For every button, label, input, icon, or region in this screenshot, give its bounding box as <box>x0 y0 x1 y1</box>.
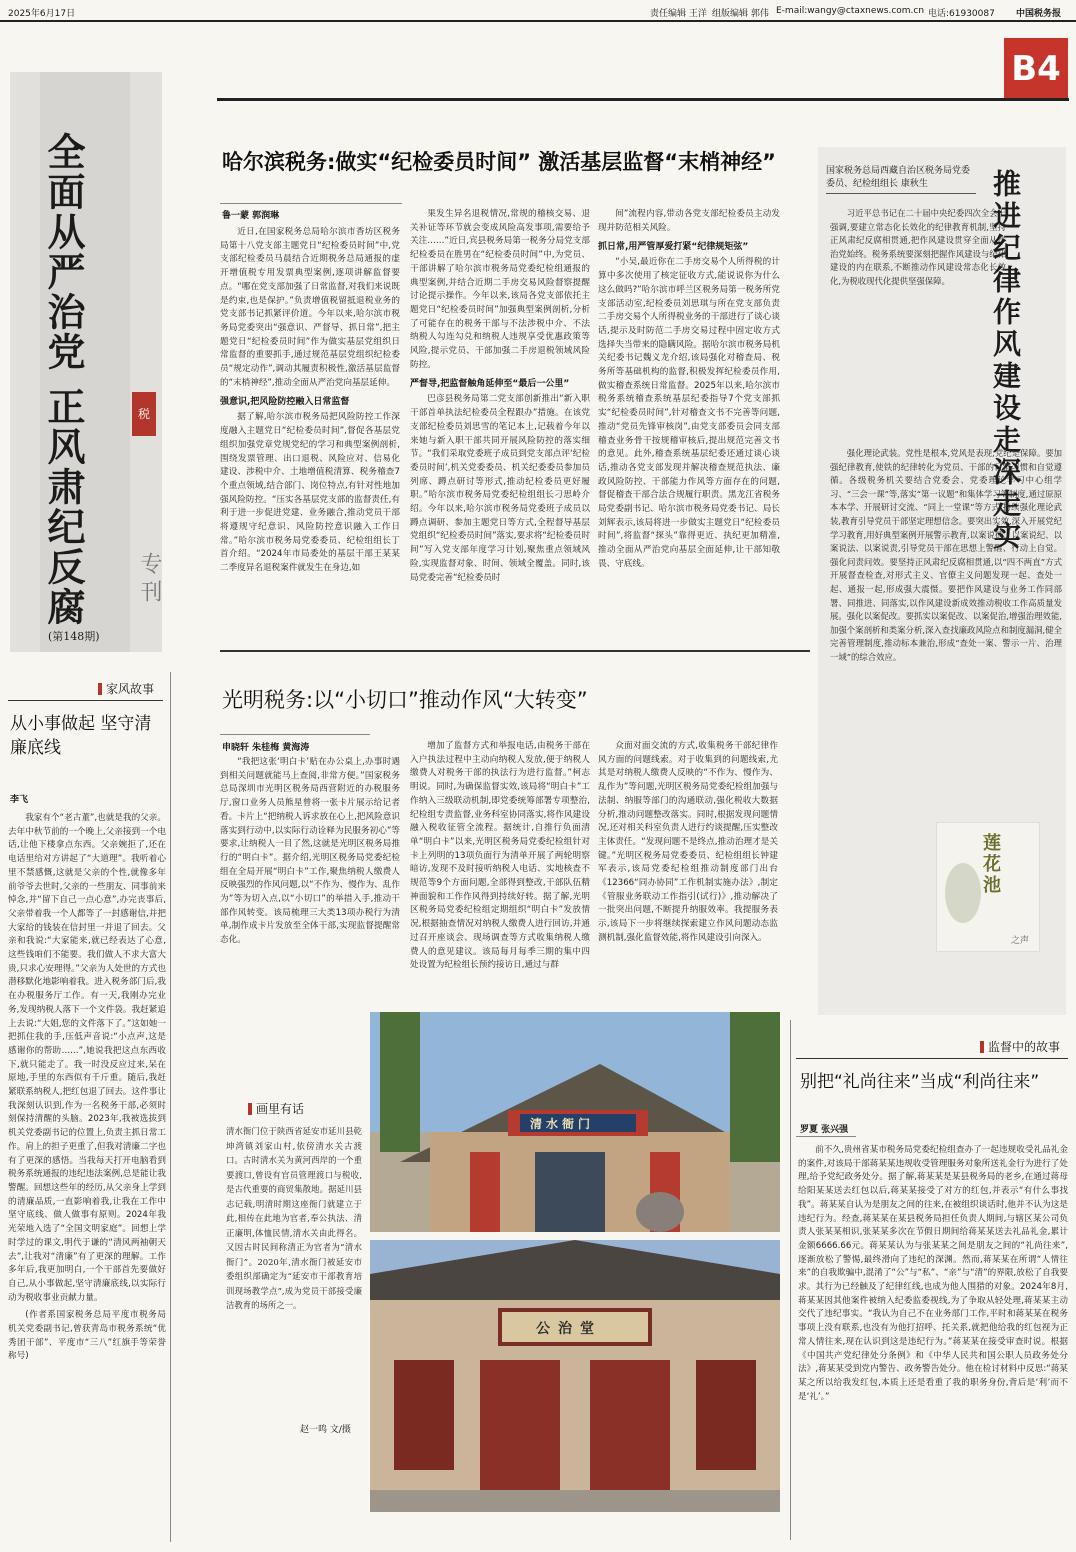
article1-column-2 <box>410 208 590 634</box>
seal-stamp: 税 <box>132 392 156 436</box>
newspaper-name: 中国税务报 <box>1016 9 1062 19</box>
article1-col1-text: 近日,在国家税务总局哈尔滨市香坊区税务局第十八党支部主题党日“纪检委员时间”中,党支部纪检委员马晨结合近期税务总局通报的虚开增值税专用发票典型案例,逐项讲解监督要点。“哪在党支部加强了日常监督,对我们来说既是约束,也是保护。”负责增值税留抵退税业务的党支部书记抓紧评价道。今年以来,哈尔滨市税务局党委突出“强意识、严督导、抓日常”,把主题党日“纪检委员时间”作为做实基层党组织日常监督的重要抓手,通过规范基层党组织纪检委员“规定动作”,调动其履责积极性,激活基层监督的“末梢神经”,推动全面从严治党向基层延伸。 <box>220 227 400 388</box>
family-section-label: 家风故事 <box>106 682 155 696</box>
watch-section-tag <box>980 1038 1060 1055</box>
family-body-text: 我家有个“老古董”,也就是我的父亲。去年中秋节前的一个晚上,父亲接到一个电话,让他下楼拿点东西。父亲婉拒了,还在电话里给对方讲起了“大道理”。我听着心里不禁感慨,这就是父亲的个性,就像多年前爷爷去世时,父亲的一些朋友、同事前来悼念,并“留下自己一点心意”,办完丧事后,父亲带着我一个人都等了一封感谢信,并把大家给的钱装在信封里一并退了回去。父亲和我说:“大家能来,就已经表达了心意,这些钱咱们不能要。我们做人不求大富大贵,只求心安理得。”父亲为人处世的方式也潜移默化地影响着我。进入税务部门后,我在办税服务厅工作。有一天,我刚办完业务,发现纳税人落下一个文件袋。我赶紧追上去说:“大姐,您的文件落下了。”这如她一把抓住我的手,压低声音说:“小点声,这是感谢你的帮助……”,她说我把这点东西收下,就只能走了。我一时没反应过来,呆在原地,手里的东西似有千斤重。随后,我赶紧联系纳税人,把红包退了回去。这件事让我深刻认识到,作为一名税务干部,必须时刻保持清醒的头脑。2023年,我被选拔到机关党委副书记的位置上,负责主抓日常工作。肩上的担子更重了,但我对清廉二字也有了更深的感悟。当我每天打开电脑看到税务系统通报的违纪违法案例,总是能让我警醒。回想这些年的经历,从父亲身上学到的清廉品质,一直影响着我,让我在工作中坚守底线、做人做事有原则。2024年我光荣地入选了“全国文明家庭”。回想上学时学过的课文,明代于谦的“清风两袖朝天去”,让我对“清廉”有了更深的理解。工作多年后,我更加明白,一个干部首先要做好自己,从小事做起,坚守清廉底线,以实际行动为税收事业贡献力量。 <box>8 813 166 1303</box>
article1-subhead-2: 严督导,把监督触角延伸至“最后一公里” <box>410 379 570 390</box>
article2-col1: “我把这张‘明白卡’贴在办公桌上,办事时遇到相关问题就能马上查阅,非常方便。”国家税务总局深圳市光明区税务局西营附近的办税服务厅,窗口业务人员熊星曾将一张卡片展示给记者看。卡片上“把纳税人诉求放在心上,把风险意识落实到行动中,以实际行动诠释为民服务初心”等要求,让纳税人一目了然,这就是光明区税务局推行的“明白卡”。据介绍,光明区税务局党委纪检组在全局开展“明白卡”工作,聚焦纳税人缴费人反映强烈的作风问题,以“不作为、慢作为、乱作为”等为切入点,以“小切口”的举措入手,推动干部作风转变。该局梳理三大类13项办税行为清单,制作成卡片发放至全体干部,实现监督提醒常态化。 <box>220 757 400 946</box>
byline-rule <box>220 203 402 204</box>
article1-byline: 鲁一蒙 郭润琳 <box>222 211 280 221</box>
commentary-title: 推进纪律作风建设走深走实 <box>989 169 1022 553</box>
watch-section-label: 监督中的故事 <box>988 1040 1061 1054</box>
article1-column-1 <box>220 226 400 634</box>
family-headline: 从小事做起 坚守清廉底线 <box>10 714 152 758</box>
article1-col3-text: 间”流程内容,带动各党支部纪检委员主动发现并防范相关风险。 <box>598 209 780 233</box>
watch-byline: 罗夏 张兴强 <box>800 1125 849 1135</box>
family-byline: 李飞 <box>10 795 29 805</box>
lotus-title: 莲花池 <box>980 833 1001 896</box>
layout-credit: 组版编辑 郭伟 <box>712 9 769 19</box>
top-rule <box>217 98 1069 101</box>
painting-caption: 清水衙门位于陕西省延安市延川县乾坤湾镇刘家山村,依傍清水关古渡口。古时清水关为黄河西岸的一个重要渡口,曾设有官员管理渡口与税收,是古代重要的商贸集散地。据延川县志记载,明清时期这座衙门就建立于此,相传在此地为官者,奉公执法、清正廉明,体恤民情,清水关由此得名。又因古时民间称清正为官者为“清水衙门”。2020年,清水衙门被延安市委组织部确定为“延安市干部教育培训现场教学点”,成为党员干部接受廉洁教育的场所之一。 <box>226 1126 362 1310</box>
gate-plaque-text: 清水衙门 <box>530 1117 595 1131</box>
hall-photo <box>370 1240 780 1512</box>
watch-headline: 别把“礼尚往来”当成“利尚往来” <box>800 1072 1040 1092</box>
article2-col2: 增加了监督方式和举报电话,由税务干部在入户执法过程中主动向纳税人发放,便于纳税人缴费人对税务干部的执法行为进行监督。”柯志明说。同时,为确保监督实效,该局将“明白卡”工作纳入三级联动机制,即党委统筹部署专项整治,纪检组专责监督,业务科室协同落实,将作风建设融入税收征管全流程。据统计,自推行负面清单“明白卡”以来,光明区税务局党委纪检组针对卡上列明的13项负面行为清单开展了两轮明察暗访,发现不及时接听纳税人电话、实地核查不规范等9个方面问题,全部得到整改,干部队伍精神面貌和工作作风得到持续好转。据了解,光明区税务局党委纪检组定期组织“明白卡”发放情况,根据抽查情况对纳税人缴费人进行回访,并通过召开座谈会、现场调查等方式收集纳税人缴费人的意见建议。该局每月每季三期的集中四处设置为纪检组长预约接访日,通过与群 <box>410 741 590 971</box>
article1-col1b-text: 据了解,哈尔滨市税务局把风险防控工作深度融入主题党日“纪检委员时间”,督促各基层党组织加强党章党规党纪的学习和典型案例剖析,围绕发票管理、出口退税、风险应对、信易化建设、涉税中介、土地增值税清算、税务稽查7个重点领域,结合部门、岗位特点,有针对性地加强风险防控。“压实各基层党支部的监督责任,有利于进一步促进党建、业务融合,推动党员干部将遵规守纪意识、风险防控意识融入工作日常。”哈尔滨市税务局党委委员、纪检组组长丁首介绍。“2024年市局委处的基层干部王某某二季度异名退税案件就发生在身边,如 <box>220 412 400 574</box>
special-issue-banner <box>10 72 162 652</box>
article1-col2b-text: 巴彦县税务局第二党支部创新推出“新入职干部首单执法纪检委员全程跟办”措施。在该党支部纪检委员刘思雪的笔记本上,记载着今年以来她与新入职干部共同开展风险防控的落实细节。“我们采取党委班子成员到党支部点评‘纪检委员时间’,机关党委委员、机关纪委委员参加员列席、蹲点研讨等形式,推动纪检委员更好履职。”哈尔滨市税务局党委纪检组组长刁思岭介绍。今年以来,哈尔滨市税务局党委班子成员以蹲点调研、参加主题党日等方式,全程督导基层党组织“纪检委员时间”落实,要求将“纪检委员时间”写入党支部年度学习计划,聚焦重点领域风险,实现监督对象、时间、领域全覆盖。同时,该局党委完善“纪检委员时 <box>410 394 590 583</box>
byline-rule-2 <box>220 734 370 735</box>
family-rule <box>8 700 163 701</box>
article1-subhead-3: 抓日常,用严管厚爱打紧“纪律规矩弦” <box>598 242 749 253</box>
lotus-sub: 之声 <box>1011 936 1030 946</box>
page-number-badge: B4 <box>1004 38 1068 100</box>
article1-subhead-1: 强意识,把风险防控融入日常监督 <box>220 397 350 408</box>
watch-rule <box>796 1058 1068 1059</box>
lotus-column-logo <box>936 822 1040 952</box>
section-divider <box>220 650 810 652</box>
article1-col2-text: 果发生异名退税情况,常规的稽核交易、退关补证等环节就会变成风险高发事项,需要给予关注……”近日,宾县税务局第一税务分局党支部纪检委员在胜男在“纪检委员时间”中,为党员、干部讲解了哈尔滨市税务局党委纪检组通报的典型案例,并结合近期二手房交易风险督察提醒讨论提示操作。今年以来,该局各党支部依托主题党日“纪检委员时间”加强典型案例剖析,分析了可能存在的税务干部与不法涉税中介、不法纳税人勾连勾兑和纳税人违规享受优惠政策等风险,提示党员、干部加强二手房退税领域风险防控。 <box>410 209 590 370</box>
issue-number: (第148期) <box>48 630 100 643</box>
article1-headline: 哈尔滨税务:做实“纪检委员时间” 激活基层监督“末梢神经” <box>222 150 776 174</box>
commentary-body-2: 强化理论武装。党性是根本,党风是表现,党纪是保障。要加强纪律教育,使铁的纪律转化为党员、干部的日常习惯和自觉遵循。各级税务机关要结合党委会、党委理论学习中心组学习、“三会一课”等,落实“第一议题”和集体学习等制度,通过原原本本学、开展研讨交流、“同上一堂课”等方式,持续强化理论武装,教育引导党员干部坚定理想信念。要突出实效,深入开展党纪学习教育,用好典型案例开展警示教育,以案说德、以案说纪、以案说法、以案说责,引导党员干部在思想上警醒、行动上自觉。强化问责问效。要坚持正风肃纪反腐相贯通,以“四不两直”方式开展督查检查,对形式主义、官僚主义问题发现一起、查处一起、通报一起,形成强大震慑。要把作风建设与业务工作同部署、同推进、同落实,以作风建设新成效推动税收工作高质量发展。强化以案促改。要抓实以案促改、以案促治,增强治理效能,加强个案剖析和类案分析,深入查找廉政风险点和制度漏洞,健全完善管理制度,推动标本兼治,形成“查处一案、警示一片、治理一域”的综合效应。 <box>830 448 1062 662</box>
section-marker-icon <box>248 1103 252 1115</box>
article1-col3b-text: “小吴,最近你在二手房交易个人所得税的计算中多次使用了核定征收方式,能说说你为什么这么做吗?”哈尔滨市呼兰区税务局第一税务所党支部活动室,纪检委员刘思琪与所在党支部负责二手房交易个人所得税业务的干部进行了谈心谈话,提示及时防范二手房交易过程中固定收方式选择失当带来的隐瞒风险。据哈尔滨市税务局机关纪委书记魏义龙介绍,该局强化对稽查局、税务所等基础机构的监督,积极发挥纪检委员作用,做实稽查系统日常监督。2025年以来,哈尔滨市税务系统稽查系统基层纪委指导7个党支部抓实“纪检委员时间”,针对稽查文书不完善等问题,推动“党员先锋审核岗”,由党支部委员会同支部稽查业务骨干按规稽审核后,提出规范完善文书的意见。此外,稽查系统基层纪委还通过谈心谈话,推动各党支部发现并解决稽查规范执法、廉政风险防控、干部能力作风等方面存在的问题,督促稽查干部合法合规履行职责。黑龙江省税务局党委副书记、哈尔滨市税务局党委书记、局长刘辉表示,该局将进一步做实主题党日“纪检委员时间”,将监督“探头”靠得更近、执纪更加精准,推动全面从严治党向基层全面延伸,让干部知敬畏、守底线。 <box>598 257 780 569</box>
watch-body: 前不久,贵州省某市税务局党委纪检组查办了一起违规收受礼品礼金的案件,对该局干部蒋某某违规收受管理服务对象所送礼金行为进行了处理,给予党纪政务处分。据了解,蒋某某是某县税务局的老乡,在通过蒋母给阳某某送去红包以后,蒋某某接受了对方的红包,并表示“有什么事找我”。蒋某某自认为是朋友之间的往来,在被组织谈话时,他并不认为这是违纪行为。经查,蒋某某在某县税务局担任负责人期间,与辖区某公司负责人张某某相识,张某某多次在节假日期间给蒋某某送去礼品礼金,累计金额6666.66元。蒋某某认为与张某某之间是朋友之间的“礼尚往来”,逐渐放松了警惕,最终滑向了违纪的深渊。然而,蒋某某在所谓“人情往来”的自我欺骗中,混淆了“公”与“私”、“亲”与“清”的界限,放松了自我要求。其行为已经触及了纪律红线,也成为他人围猎的对象。2024年8月,蒋某某因其他案件被纳入纪委监委视线,为了争取从轻处理,蒋某某主动交代了违纪事实。“我认为自己不在业务部门工作,平时和蒋某某在税务事项上没有联系,也没有为他打招呼、托关系,就把他给我的红包视为正常人情往来,现在认识到这是违纪行为。”蒋某某在接受审查时说。根据《中国共产党纪律处分条例》和《中华人民共和国公职人员政务处分法》,蒋某某受到党内警告、政务警告处分。他在检讨材料中反思:“蒋某某之所以给我发红包,本质上还是看重了我的职务身份,背后是‘利’而不是‘礼’。” <box>798 1145 1068 1402</box>
hall-illustration <box>370 1240 780 1512</box>
article2-col3: 众面对面交流的方式,收集税务干部纪律作风方面的问题线索。对于收集到的问题线索,尤其是对纳税人缴费人反映的“不作为、慢作为、乱作为”等问题,光明区税务局党委纪检组加强与法制、纳服等部门的沟通联动,强化税收大数据分析,推动问题整改落实。同时,根据发现问题情况,还对相关科室负责人进行约谈提醒,压实整改主体责任。“发现问题不是终点,推动治理才是关键。”光明区税务局党委委员、纪检组组长钟建军表示,该局党委纪检组推动制度部门出台《12366“同办协同”工作机制实施办法》,制定《管服业务联动工作指引(试行)》,推动解决了一批突出问题,不断提升纳服效率。我提服务表示,该局下一步将继续探索建立作风问题动态监测机制,强化监督效能,将作风建设引向深入。 <box>598 741 778 943</box>
article2-byline: 申晓轩 朱桂梅 黄海涛 <box>222 743 310 753</box>
section-marker-icon <box>98 683 102 695</box>
watch-byline-rule <box>796 1136 856 1137</box>
right-column-rule <box>790 1020 791 1540</box>
family-body <box>8 812 166 1532</box>
contact-phone: 电话:61930087 <box>928 9 995 19</box>
page-header <box>0 0 1076 22</box>
family-author-note: (作者系国家税务总局平度市税务局机关党委副书记,曾获青岛市税务系统“优秀团干部”、平度市“三八”红旗手等荣誉称号) <box>8 1310 166 1362</box>
section-marker-icon <box>980 1041 984 1053</box>
hall-plaque-text: 公治堂 <box>536 1321 602 1337</box>
painting-section-label: 画里有话 <box>256 1102 305 1116</box>
article1-column-3 <box>598 208 780 634</box>
banner-title: 全面从严治党 正风肃纪反腐 <box>41 132 86 628</box>
yamen-gate-photo <box>370 1012 780 1232</box>
left-column-rule <box>170 672 171 1542</box>
family-section-tag <box>98 680 154 697</box>
contact-email: E-mail:wangy@ctaxnews.com.cn <box>776 6 925 16</box>
banner-kan: 专刊 <box>137 552 162 608</box>
painting-credit: 赵一鸣 文/摄 <box>300 1425 351 1435</box>
issue-date: 2025年6月17日 <box>8 9 76 19</box>
commentary-byline: 国家税务总局西藏自治区税务局党委委员、纪检组组长 康秋生 <box>826 165 976 194</box>
painting-section-tag <box>248 1100 304 1117</box>
editor-credit: 责任编辑 王洋 <box>650 9 707 19</box>
article2-headline: 光明税务:以“小切口”推动作风“大转变” <box>222 688 588 712</box>
lotus-leaf-icon <box>945 863 981 923</box>
commentary-body-1: 习近平总书记在二十届中央纪委四次全会上强调,要建立常态化长效化的纪律教育机制,坚持正风肃纪反腐相贯通,把作风建设贯穿全面从严治党始终。税务系统要深刻把握作风建设与纪律建设的内在联系,不断推动作风建设常态化长效化,为税收现代化提供坚强保障。 <box>830 208 1006 286</box>
